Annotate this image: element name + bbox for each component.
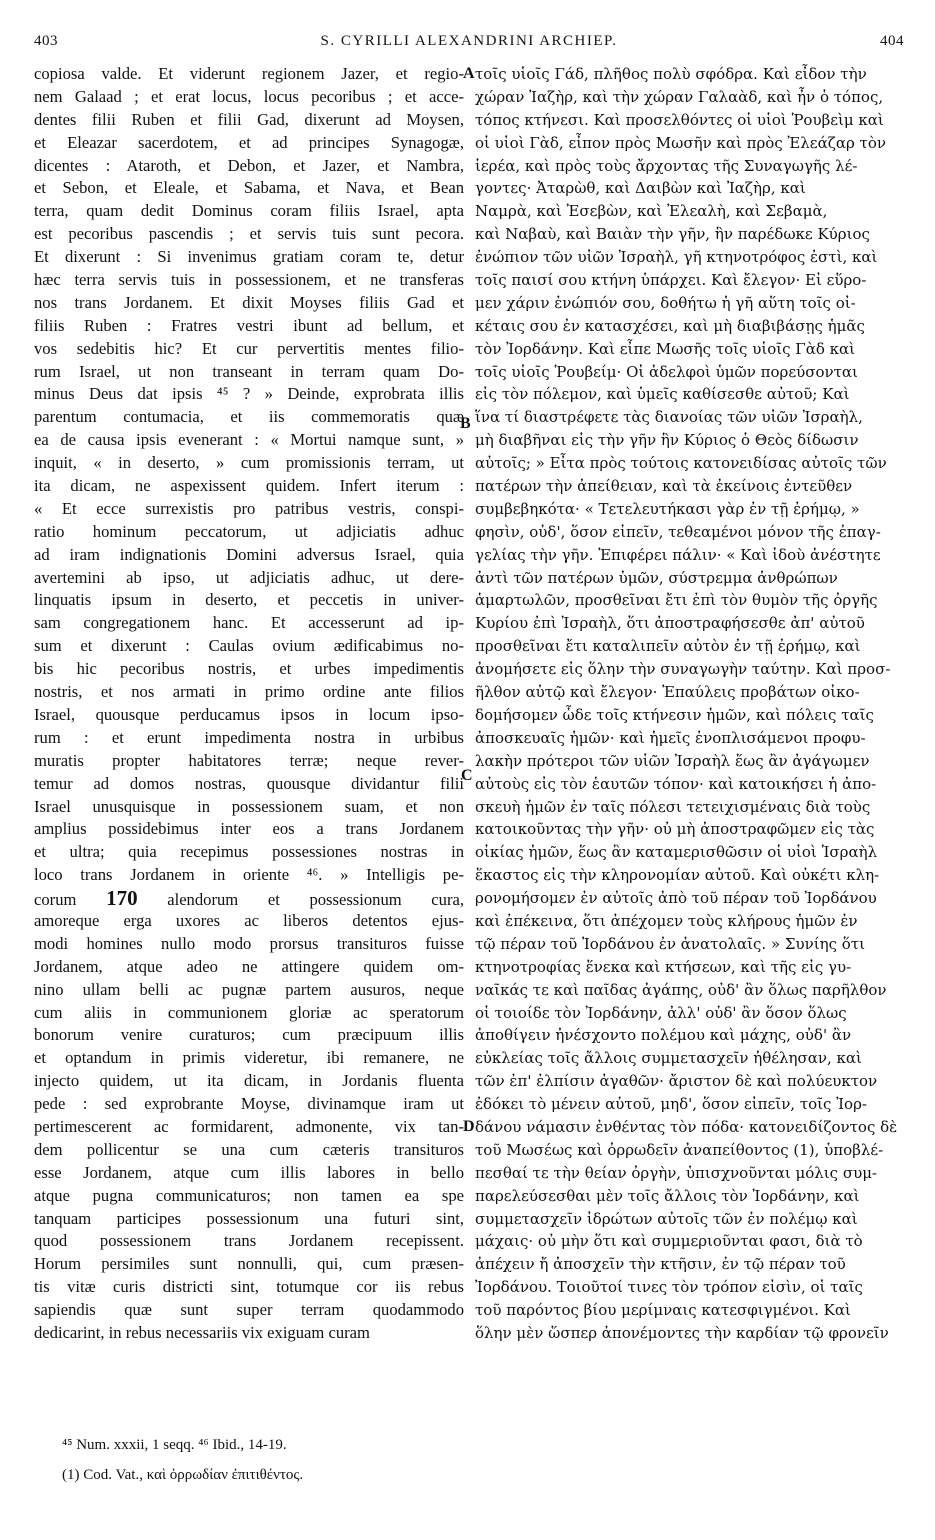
greek-line: κτηνοτροφίας ἕνεκα καὶ κτήσεων, καὶ τῆς εἰς γυ- <box>475 957 852 976</box>
margin-letter-c: C <box>461 767 473 784</box>
greek-line: οἰκίας ἡμῶν, ἕως ἂν καταμερισθῶσιν οἱ υἱοὶ Ἰσραὴλ <box>475 843 878 862</box>
greek-line: τοῖς υἱοῖς Ῥουβείμ· Οἱ ἀδελφοὶ ὑμῶν πορεύσονται <box>475 362 858 381</box>
greek-line: ἐνώπιον τῶν υἱῶν Ἰσραὴλ, γῆ κτηνοτρόφος ἐστὶ, καὶ <box>475 248 878 267</box>
greek-line: εὐκλείας τοῖς ἄλλοις συμμετασχεῖν ἠθέλησαν, καὶ <box>475 1049 862 1068</box>
greek-line: πατέρων τὴν ἀπείθειαν, καὶ τὰ ἐκείνοις ἐντεῦθεν <box>475 477 853 496</box>
latin-line <box>34 887 464 910</box>
latin-line: et optandum in primis videretur, ibi remanere, ne <box>34 1048 464 1068</box>
latin-line: temur ad domos nostras, quousque dividantur filii <box>34 773 464 793</box>
greek-line: ἀνομήσετε εἰς ὅλην τὴν συναγωγὴν ταύτην. Καὶ προσ- <box>475 660 891 679</box>
latin-line: bonorum venire curaturos; cum præcipuum illis <box>34 1025 464 1045</box>
latin-line: inquit, « in deserto, » cum promissionis terram, ut <box>34 453 464 473</box>
latin-line: pede : sed exprobrante Moyse, divinamque iram ut <box>34 1094 464 1114</box>
latin-line: ratio hominum peccatorum, ut adjiciatis adhuc <box>34 521 464 541</box>
greek-line: ῆλθον αὐτῷ καὶ ἔλεγον· Ἐπαύλεις προβάτων οἰκο- <box>475 683 860 702</box>
greek-line: μάχαις· οὐ μὴν ὅτι καὶ συμμεριοῦνται φασι, διὰ τὸ <box>475 1232 863 1251</box>
greek-line: τοῦ παρόντος βίου μερίμναις κατεσφιγμένοι. Καὶ <box>475 1301 851 1320</box>
latin-line: nostris, et nos armati in primo ordine ante filios <box>34 682 464 702</box>
latin-line: hæc terra servis tuis in possessionem, et ne transferas <box>34 270 464 290</box>
greek-line: αὐτοῖς; » Εἶτα πρὸς τούτοις κατονειδίσας αὐτοῖς τῶν <box>475 454 887 473</box>
greek-line: μὴ διαβῆναι εἰς τὴν γῆν ἣν Κύριος ὁ Θεὸς δίδωσιν <box>475 431 859 450</box>
greek-line: μεν χάριν ἐνώπιόν σου, δοθήτω ἡ γῆ αὕτη τοῖς οἰ- <box>475 293 856 312</box>
greek-line: ἱερέα, καὶ πρὸς τοὺς ἄρχοντας τῆς Συναγωγῆς λέ- <box>475 156 858 175</box>
latin-line: linquatis ipsum in deserto, et peccetis in univer- <box>34 590 464 610</box>
greek-line: Κυρίου ἐπὶ Ἰσραὴλ, ὅτι ἀποστραφήσεσθε ἀπ' αὐτοῦ <box>475 614 865 633</box>
latin-line: rum : et erunt impedimenta nostra in urbibus <box>34 727 464 747</box>
latin-line: injecto quidem, ut ita dicam, in Jordanis fluenta <box>34 1071 464 1091</box>
greek-line: προσθεῖναι ἔτι καταλιπεῖν αὐτὸν ἐν τῇ ἐρήμῳ, καὶ <box>475 637 861 656</box>
latin-line: parentum contumacia, et iis commemoratis quæ <box>34 407 464 427</box>
latin-line: et Sebon, et Eleale, et Sabama, et Nava, et Bean <box>34 178 464 198</box>
greek-line: τοῖς παισί σου κτήνη ὑπάρχει. Καὶ ἔλεγον· Εἰ εὕρο- <box>475 271 867 290</box>
greek-column <box>475 63 903 1345</box>
latin-line: ea de causa ipsis evenerant : « Mortui namque sunt, » <box>34 430 464 450</box>
column-number: 170 <box>106 887 138 910</box>
latin-line: minus Deus dat ipsis ⁴⁵ ? » Deinde, exprobrata illis <box>34 384 464 404</box>
footnotes <box>62 1430 303 1490</box>
greek-line: Ναμρὰ, καὶ Ἐσεβὼν, καὶ Ἐλεαλὴ, καὶ Σεβαμὰ, <box>475 202 828 221</box>
latin-line: nos trans Jordanem. Et dixit Moyses filiis Gad et <box>34 292 464 312</box>
greek-line: σκευὴ ἡμῶν ἐν ταῖς πόλεσι τετειχισμέναις διὰ τοὺς <box>475 797 871 816</box>
latin-line: atque pugna communicaturos; non tamen ea spe <box>34 1185 464 1205</box>
greek-line: τὸν Ἰορδάνην. Καὶ εἶπε Μωσῆς τοῖς υἱοῖς Γὰδ καὶ <box>475 339 856 358</box>
greek-line: καὶ Ναβαὺ, καὶ Βαιὰν τὴν γῆν, ἣν παρέδωκε Κύριος <box>475 225 870 244</box>
greek-line: γελίας τὴν γῆν. Ἐπιφέρει πάλιν· « Καὶ ἰδοὺ ἀνέστητε <box>475 545 881 564</box>
greek-line: κατοικοῦντας τὴν γῆν· οὐ μὴ ἀποστραφῶμεν εἰς τὰς <box>475 820 875 839</box>
page-number-right: 404 <box>880 33 904 49</box>
latin-line: dem pollicentur se una cum cæteris transituros <box>34 1139 464 1159</box>
greek-line: δομήσομεν ὧδε τοῖς κτήνεσιν ἡμῶν, καὶ πόλεις ταῖς <box>475 705 874 724</box>
latin-line: muratis propter habitatores terræ; neque rever- <box>34 750 464 770</box>
latin-line: modi homines nullo modo prorsus transituros fuisse <box>34 933 464 953</box>
greek-line: εἰς τὸν πόλεμον, καὶ ὑμεῖς καθίσεσθε αὐτοῦ; Καὶ <box>475 385 850 404</box>
latin-line: nem Galaad ; et erat locus, locus pecoribus ; et acce- <box>34 86 464 106</box>
latin-line: terra, quam dedit Dominus coram filiis Israel, apta <box>34 201 464 221</box>
latin-line: est pecoribus pascendis ; et servis tuis sunt pecora. <box>34 224 464 244</box>
greek-line: ἁμαρτωλῶν, προσθεῖναι ἔτι ἐπὶ τὸν θυμὸν τῆς ὀργῆς <box>475 591 878 610</box>
margin-letter-a: A <box>463 65 475 82</box>
running-header <box>34 33 904 57</box>
latin-line: loco trans Jordanem in oriente ⁴⁶. » Intelligis pe- <box>34 865 464 885</box>
greek-line: τῶν ἐπ' ἐλπίσιν ἀγαθῶν· ἄριστον δὲ καὶ πολύευκτον <box>475 1072 878 1091</box>
latin-line: tis vitæ curis districti sint, totumque cor iis rebus <box>34 1277 464 1297</box>
greek-line: κέταις σου ἐν κατασχέσει, καὶ μὴ διαβιβάσῃς ἡμᾶς <box>475 316 865 335</box>
latin-line: bis hic pecoribus nostris, et urbes impedimentis <box>34 659 464 679</box>
margin-letter-d: D <box>463 1118 475 1135</box>
latin-line-text: alendorum et possessionum cura, <box>167 890 464 910</box>
greek-line: τοῖς υἱοῖς Γάδ, πλῆθος πολὺ σφόδρα. Καὶ εἶδον τὴν <box>475 65 867 83</box>
latin-column <box>34 63 464 1345</box>
greek-line: τῷ πέραν τοῦ Ἰορδάνου ἐν ἀνατολαῖς. » Συνίης ὅτι <box>475 934 865 953</box>
greek-line: ναῖκάς τε καὶ παῖδας ἀγάπης, οὐδ' ἂν ὅλως παρῆλθον <box>475 980 887 999</box>
greek-line: χώραν Ἰαζὴρ, καὶ τὴν χώραν Γαλαὰδ, καὶ ἦν ὁ τόπος, <box>475 87 884 106</box>
latin-line: nino ullam belli ac pugnæ partem ausuros, neque <box>34 979 464 999</box>
greek-line: καὶ ἐπέκεινα, ὅτι ἀπέχομεν τοὺς κλήρους ἡμῶν ἐν <box>475 911 858 930</box>
greek-line: οἱ τοιοίδε τὸν Ἰορδάνην, ἀλλ' οὐδ' ἂν ὅσον ὅλως <box>475 1003 847 1022</box>
greek-line: ἀπέχειν ἤ ἀποσχεῖν τὴν κτῆσιν, ἐν τῷ πέραν τοῦ <box>475 1255 846 1274</box>
latin-line: et ultra; quia recepimus possessiones nostras in <box>34 842 464 862</box>
latin-line: sapiendis quæ sunt super terram quodammodo <box>34 1300 464 1320</box>
latin-line: pertimescerent ac formidarent, admonente, vix tan- <box>34 1116 464 1136</box>
greek-line: λακὴν πρότεροι τῶν υἱῶν Ἰσραὴλ ἕως ἂν ἀγάγωμεν <box>475 751 870 770</box>
footnote-scripture: ⁴⁵ Num. xxxii, 1 seqq. ⁴⁶ Ibid., 14-19. <box>62 1437 287 1453</box>
latin-line: dentes filii Ruben et filii Gad, dixerunt ad Moysen, <box>34 109 464 129</box>
greek-line: παρελεύσεσθαι μὲν τοῖς ἄλλοις τὸν Ἰορδάνην, καὶ <box>475 1186 860 1205</box>
greek-line: ἵνα τί διαστρέφετε τὰς διανοίας τῶν υἱῶν Ἰσραὴλ, <box>475 408 863 427</box>
greek-line: τόπος κτήνεσι. Καὶ προσελθόντες οἱ υἱοὶ Ῥουβεὶμ καὶ <box>475 110 884 129</box>
latin-line: quod possessionem trans Jordanem recepissent. <box>34 1231 464 1251</box>
latin-line: vos sedebitis hic? Et cur pervertitis mentes filio- <box>34 338 464 358</box>
greek-line: ἀποθίγειν ἠνέσχοντο πολέμου καὶ μάχης, οὐδ' ἂν <box>475 1026 852 1045</box>
greek-line: ὅλην μὲν ὥσπερ ἀπονέμοντες τὴν καρδίαν τῷ φρονεῖν <box>475 1323 889 1342</box>
latin-line: amoreque erga uxores ac liberos detentos ejus- <box>34 910 464 930</box>
latin-line: copiosa valde. Et viderunt regionem Jazer, et regio- <box>34 64 464 83</box>
margin-letter-b: B <box>460 415 471 432</box>
greek-line: ἀποσκευαῖς ἡμῶν· καὶ ἡμεῖς ἐνοπλισάμενοι προφυ- <box>475 728 866 747</box>
running-title: S. CYRILLI ALEXANDRINI ARCHIEP. <box>320 33 618 49</box>
latin-line-text: corum <box>34 890 77 910</box>
latin-line: ita dicam, ne aspexissent quidem. Infert iterum : <box>34 476 464 496</box>
latin-line: cum aliis in communionem gloriæ ac speratorum <box>34 1002 464 1022</box>
latin-line: Israel unusquisque in possessionem suam, et non <box>34 796 464 816</box>
latin-line: sam congregationem hanc. Et accesserunt ad ip- <box>34 613 464 633</box>
greek-line: αὐτοὺς εἰς τὸν ἑαυτῶν τόπον· καὶ κατοικήσει ἡ ἀπο- <box>475 774 877 793</box>
latin-line: Et dixerunt : Si invenimus gratiam coram te, detur <box>34 247 464 267</box>
latin-line: Horum persimiles sunt nonnulli, qui, cum præsen- <box>34 1254 464 1274</box>
greek-line: δάνου νάμασιν ἐνθέντας τὸν πόδα· κατονειδίζοντος δὲ <box>475 1117 898 1136</box>
greek-line: συμβεβηκότα· « Τετελευτήκασι γὰρ ἐν τῇ ἐρήμῳ, » <box>475 499 860 518</box>
greek-line: συμμετασχεῖν ἱδρώτων αὐτοῖς τῶν ἐν πολέμῳ καὶ <box>475 1209 858 1228</box>
latin-line: dedicarint, in rebus necessariis vix exiguam curam <box>34 1322 370 1342</box>
latin-line: Israel, quousque perducamus ipsos in locum ipso- <box>34 704 464 724</box>
latin-line: dicentes : Ataroth, et Debon, et Jazer, et Nambra, <box>34 155 464 175</box>
greek-line: Ἰορδάνου. Τοιοῦτοί τινες τὸν τρόπον εἰσὶν, οἱ ταῖς <box>475 1278 863 1297</box>
latin-line: ad iram indignationis Domini adversus Israel, quia <box>34 544 464 564</box>
latin-line: sum et dixerunt : Caulas ovium ædificabimus no- <box>34 636 464 656</box>
greek-line: οἱ υἱοὶ Γὰδ, εἶπον πρὸς Μωσῆν καὶ πρὸς Ἐλεάζαρ τὸν <box>475 133 886 152</box>
latin-line: et Eleazar sacerdotem, et ad principes Synagogæ, <box>34 132 464 152</box>
footnote-variant: (1) Cod. Vat., καὶ ὀρρωδίαν ἐπιτιθέντος. <box>62 1467 304 1483</box>
latin-line: filiis Ruben : Fratres vestri ibunt ad bellum, et <box>34 315 464 335</box>
greek-line: ἕκαστος εἰς τὴν κληρονομίαν αὐτοῦ. Καὶ οὐκέτι κλη- <box>475 866 880 885</box>
latin-line: avertemini ab ipso, ut adjiciatis adhuc, ut dere- <box>34 567 464 587</box>
greek-line: πεσθαί τε τὴν θείαν ὀργὴν, ὑπισχνοῦνται μόλις συμ- <box>475 1163 878 1182</box>
greek-line: γοντες· Ἀταρὼθ, καὶ Δαιβὼν καὶ Ἰαζὴρ, καὶ <box>475 179 806 198</box>
latin-line: « Et ecce surrexistis pro patribus vestris, conspi- <box>34 498 464 518</box>
greek-line: τοῦ Μωσέως καὶ ὀρρωδεῖν ἀναπείθοντος (1), ὑποβλέ- <box>475 1140 884 1159</box>
latin-line: amplius possidebimus inter eos a trans Jordanem <box>34 819 464 839</box>
latin-line: tanquam participes possessionum una futuri sint, <box>34 1208 464 1228</box>
greek-line: ρονομήσομεν ἐν αὐτοῖς ἀπὸ τοῦ πέραν τοῦ Ἰορδάνου <box>475 889 877 908</box>
greek-line: φησὶν, οὐδ', ὅσον εἰπεῖν, τεθεαμένοι μόνον τῆς ἐπαγ- <box>475 522 881 541</box>
page-number-left: 403 <box>34 33 58 49</box>
latin-line: esse Jordanem, atque cum illis labores in bello <box>34 1162 464 1182</box>
latin-line: rum Israel, ut non transeant in terram quam Do- <box>34 361 464 381</box>
latin-line: Jordanem, atque adeo ne attingere quidem om- <box>34 956 464 976</box>
greek-line: ἀντὶ τῶν πατέρων ὑμῶν, σύστρεμμα ἀνθρώπων <box>475 568 838 587</box>
greek-line: ἐδόκει τὸ μένειν αὐτοῦ, μηδ', ὅσον εἰπεῖν, τοῖς Ἰορ- <box>475 1095 867 1114</box>
